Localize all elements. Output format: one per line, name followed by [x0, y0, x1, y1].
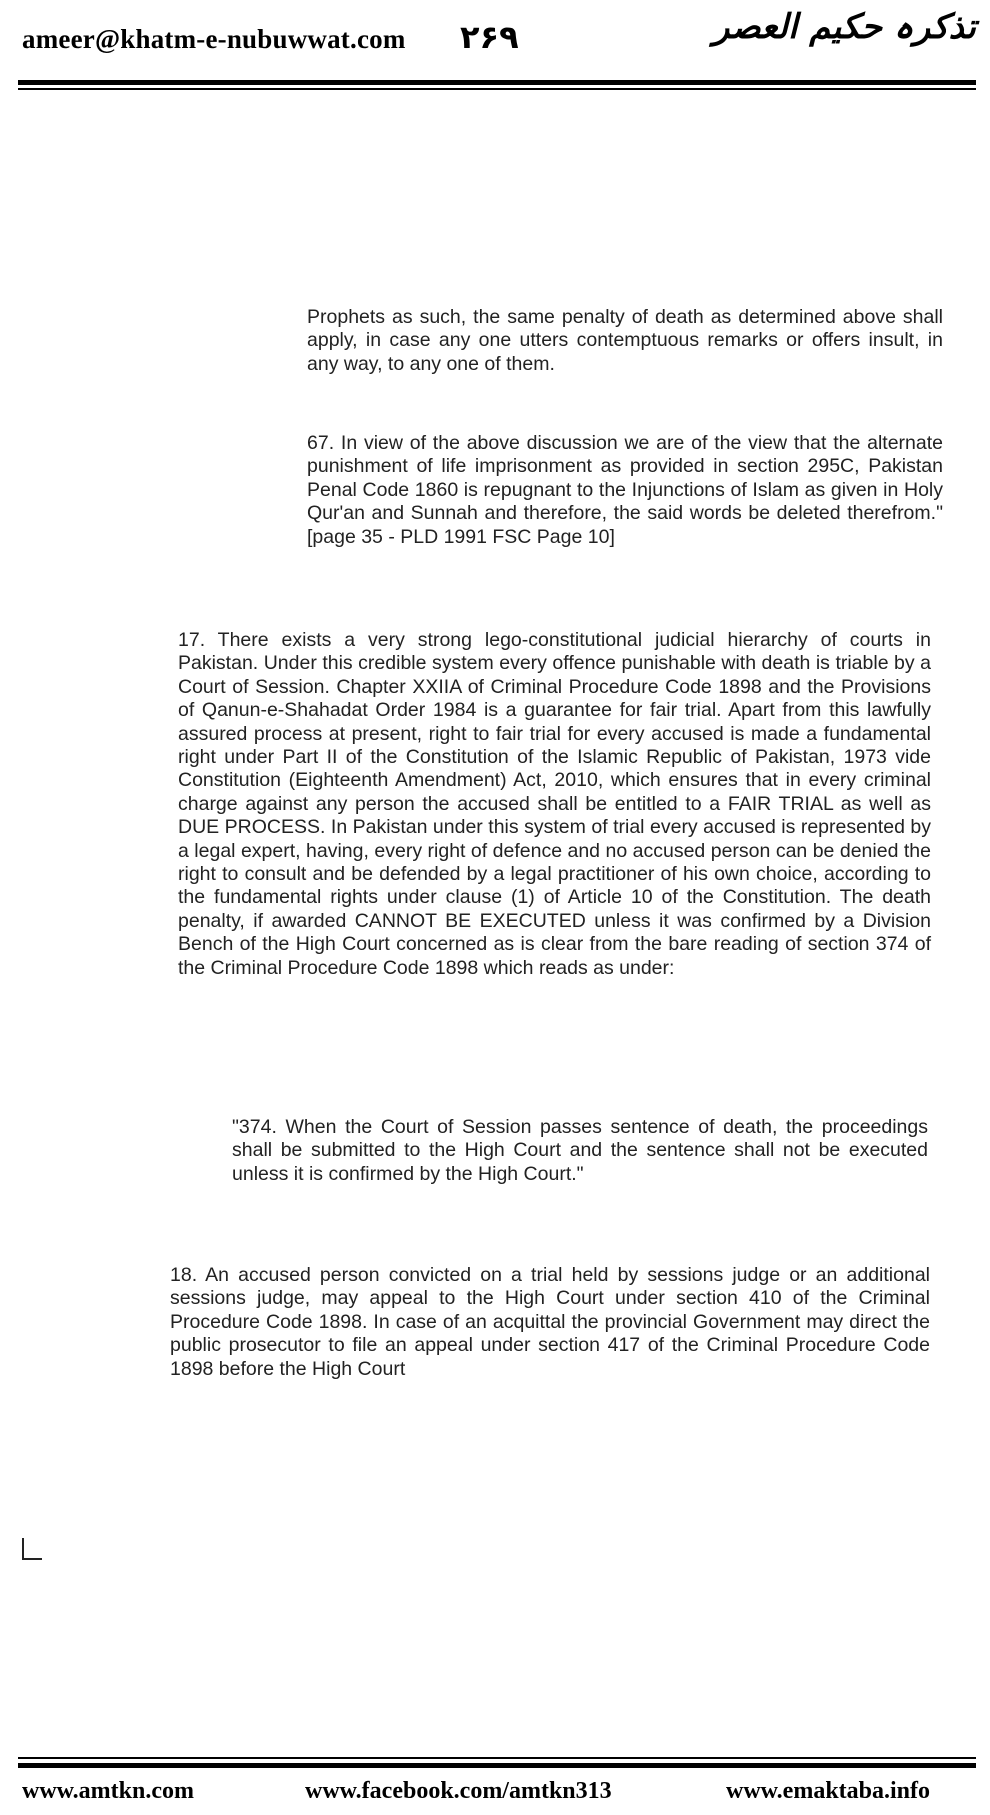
page-header — [0, 0, 990, 80]
footer-link-emaktaba[interactable]: www.emaktaba.info — [726, 1778, 931, 1804]
book-title: تذکرہ حکیم العصر — [713, 7, 976, 47]
paragraph-18: 18. An accused person convicted on a trial held by sessions judge or an additional sessions judge, may appeal to the High Court under section 410 of the Criminal Procedure Code 1898. In case of an acquittal the provincial Government may direct the public prosecutor to file an appeal under section 417 of the Criminal Procedure Code 1898 before the High Court — [170, 1264, 930, 1380]
page-number: ۲۶۹ — [460, 18, 519, 56]
paragraph-17: 17. There exists a very strong lego-constitutional judicial hierarchy of courts in Pakistan. Under this credible system every offence punishable with death is triable by a Court of Session. Chapter XXIIA of Criminal Procedure Code 1898 and the Provisions of Qanun-e-Shahadat Order 1984 is a guarantee for fair trial. Apart from this lawfully assured process at present, right to fair trial for every accused is made a fundamental right under Part II of the Constitution of the Islamic Republic of Pakistan, 1973 vide Constitution (Eighteenth Amendment) Act, 2010, which ensures that in every criminal charge against any person the accused shall be entitled to a FAIR TRIAL as well as DUE PROCESS. In Pakistan under this system of trial every accused is represented by a legal expert, having, every right of defence and no accused person can be denied the right to consult and be defended by a legal practitioner of his own choice, according to the fundamental rights under clause (1) of Article 10 of the Constitution. The death penalty, if awarded CANNOT BE EXECUTED unless it was confirmed by a Division Bench of the High Court concerned as is clear from the bare reading of section 374 of the Criminal Procedure Code 1898 which reads as under: — [178, 629, 931, 979]
scan-corner-mark — [22, 1538, 42, 1560]
quoted-paragraph-67: 67. In view of the above discussion we are of the view that the alternate punishment of life imprisonment as provided in section 295C, Pakistan Penal Code 1860 is repugnant to the Injunctions of Islam as given in Holy Qur'an and Sunnah and therefore, the said words be deleted therefrom." [page 35 - PLD 1991 FSC Page 10] — [307, 432, 943, 548]
footer-link-amtkn[interactable]: www.amtkn.com — [22, 1778, 194, 1804]
footer-rule-thick — [18, 1763, 976, 1768]
footer-link-facebook[interactable]: www.facebook.com/amtkn313 — [305, 1778, 612, 1804]
quoted-paragraph-prophets: Prophets as such, the same penalty of death as determined above shall apply, in case any one utters contemptuous remarks or offers insult, in any way, to any one of them. — [307, 306, 943, 375]
footer-rule-thin — [18, 1757, 976, 1759]
header-rule-thin — [18, 88, 976, 90]
header-email[interactable]: ameer@khatm-e-nubuwwat.com — [22, 24, 406, 54]
header-rule-thick — [18, 80, 976, 85]
quoted-section-374: "374. When the Court of Session passes sentence of death, the proceedings shall be submitted to the High Court and the sentence shall not be executed unless it is confirmed by the High Court." — [232, 1116, 928, 1185]
